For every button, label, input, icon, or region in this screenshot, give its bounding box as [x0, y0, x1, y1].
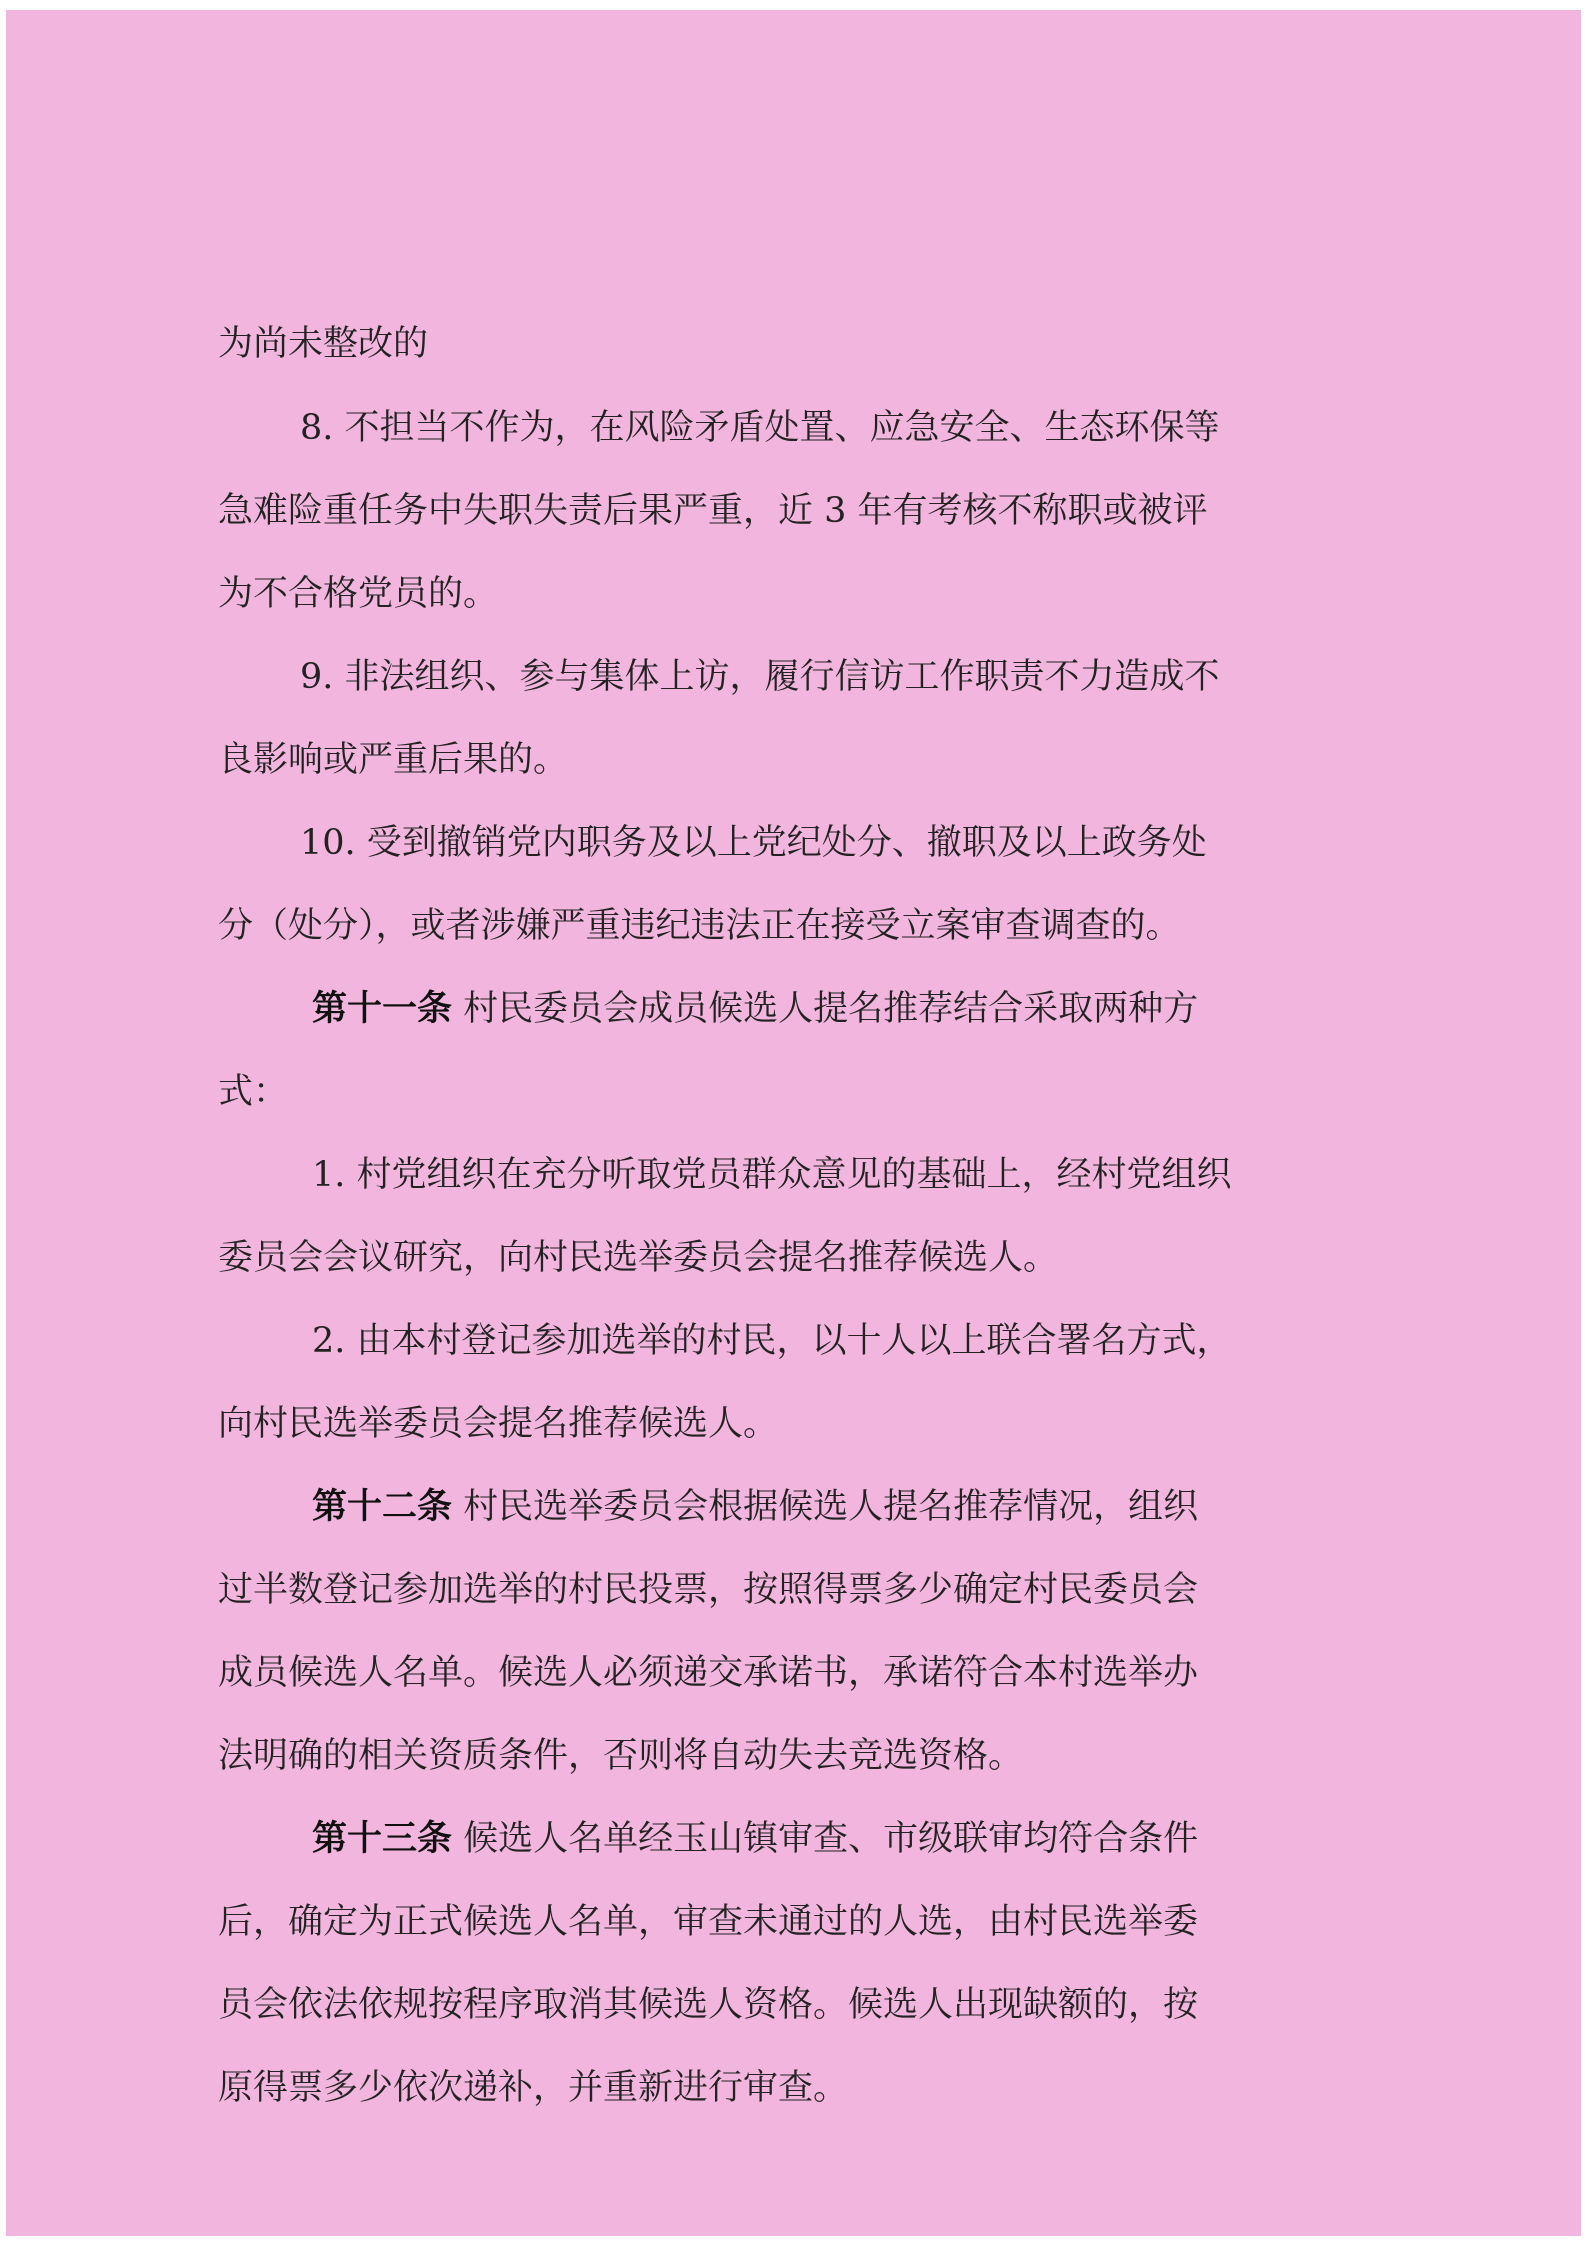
line-text: 村民委员会成员候选人提名推荐结合采取两种方 [452, 989, 1199, 1029]
text-line [0, 2065, 1587, 2111]
list-item [0, 1318, 1587, 1364]
text-line [0, 321, 1587, 367]
line-text: 10. 受到撤销党内职务及以上党纪处分、撤职及以上政务处 [300, 823, 1207, 863]
article-paragraph [0, 986, 1587, 1032]
list-item [0, 405, 1587, 451]
line-text: 为尚未整改的 [218, 324, 429, 364]
text-line [0, 1069, 1587, 1115]
text-line [0, 1733, 1587, 1779]
line-text: 法明确的相关资质条件，否则将自动失去竞选资格。 [218, 1736, 1024, 1776]
text-line [0, 1567, 1587, 1613]
line-text: 委员会会议研究，向村民选举委员会提名推荐候选人。 [218, 1238, 1059, 1278]
line-text: 过半数登记参加选举的村民投票，按照得票多少确定村民委员会 [218, 1570, 1199, 1610]
line-text: 候选人名单经玉山镇审查、市级联审均符合条件 [452, 1819, 1199, 1859]
text-line [0, 737, 1587, 783]
line-text: 急难险重任务中失职失责后果严重，近 3 年有考核不称职或被评 [218, 491, 1208, 531]
text-line [0, 1650, 1587, 1696]
line-text: 1. 村党组织在充分听取党员群众意见的基础上，经村党组织 [312, 1155, 1232, 1195]
line-text: 向村民选举委员会提名推荐候选人。 [218, 1404, 779, 1444]
article-title: 第十二条 [312, 1487, 453, 1527]
list-item [0, 1152, 1587, 1198]
line-text: 2. 由本村登记参加选举的村民，以十人以上联合署名方式， [312, 1321, 1232, 1361]
article-paragraph [0, 1484, 1587, 1530]
line-text: 原得票多少依次递补，并重新进行审查。 [218, 2068, 849, 2108]
line-text: 良影响或严重后果的。 [218, 740, 569, 780]
text-line [0, 1401, 1587, 1447]
line-text: 8. 不担当不作为，在风险矛盾处置、应急安全、生态环保等 [300, 408, 1220, 448]
text-line [0, 1235, 1587, 1281]
text-line [0, 488, 1587, 534]
line-text: 后，确定为正式候选人名单，审查未通过的人选，由村民选举委 [218, 1902, 1199, 1942]
line-text: 村民选举委员会根据候选人提名推荐情况，组织 [452, 1487, 1199, 1527]
article-title: 第十三条 [312, 1819, 453, 1859]
list-item [0, 654, 1587, 700]
line-text: 为不合格党员的。 [218, 574, 499, 614]
text-line [0, 1982, 1587, 2028]
article-paragraph [0, 1816, 1587, 1862]
line-text: 分（处分），或者涉嫌严重违纪违法正在接受立案审查调查的。 [218, 906, 1181, 946]
line-text: 员会依法依规按程序取消其候选人资格。候选人出现缺额的，按 [218, 1985, 1199, 2025]
line-text: 9. 非法组织、参与集体上访，履行信访工作职责不力造成不 [300, 657, 1220, 697]
text-line [0, 1899, 1587, 1945]
article-title: 第十一条 [312, 989, 453, 1029]
text-line [0, 903, 1587, 949]
line-text: 成员候选人名单。候选人必须递交承诺书，承诺符合本村选举办 [218, 1653, 1199, 1693]
line-text: 式： [218, 1072, 289, 1112]
text-line [0, 571, 1587, 617]
list-item [0, 820, 1587, 866]
